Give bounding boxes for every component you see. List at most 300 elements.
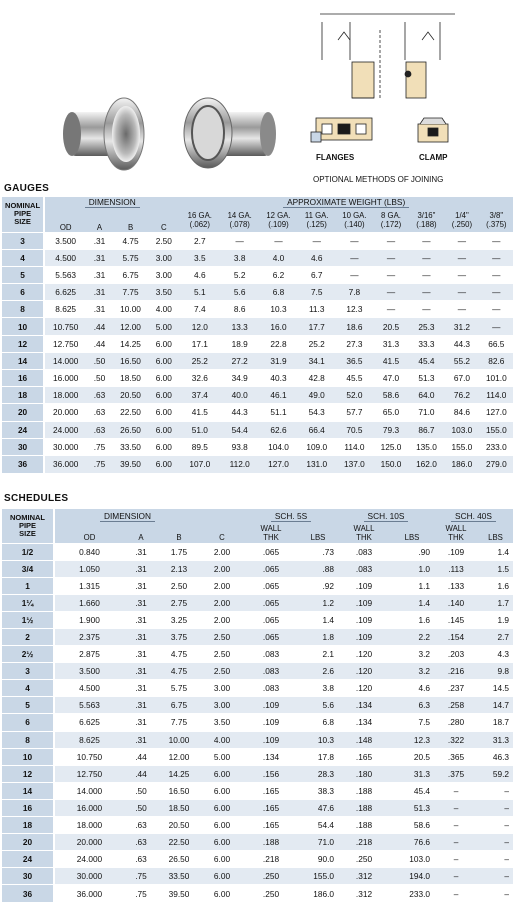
table-cell: 7.75	[158, 714, 200, 731]
table-cell: .31	[124, 714, 158, 731]
table-cell: 12.0	[179, 318, 220, 335]
table-cell: —	[480, 284, 513, 301]
sch-5s-label: SCH. 5S	[271, 511, 311, 522]
table-cell: 3.8	[298, 680, 338, 697]
table-cell: 13.3	[220, 318, 259, 335]
table-cell: .31	[86, 284, 113, 301]
table-cell: –	[478, 851, 513, 868]
table-cell: 7.4	[179, 301, 220, 318]
table-cell: 5.563	[44, 266, 86, 283]
table-cell: 2.7	[478, 628, 513, 645]
table-cell: 6.00	[200, 817, 244, 834]
table-cell: 112.0	[220, 455, 259, 472]
table-cell: 76.2	[444, 387, 479, 404]
table-cell: .280	[434, 714, 478, 731]
table-cell: 51.1	[259, 404, 298, 421]
table-cell: 2.50	[200, 663, 244, 680]
table-row	[2, 817, 513, 834]
gauge-label: 14 GA.	[227, 210, 252, 220]
table-cell: 51.0	[179, 421, 220, 438]
table-cell: 26.50	[158, 851, 200, 868]
technical-drawing	[320, 14, 455, 100]
table-cell: 20.5	[373, 318, 408, 335]
table-cell: 18.6	[336, 318, 374, 335]
table-row	[2, 335, 513, 352]
table-row	[2, 885, 513, 902]
table-cell: 2.50	[200, 646, 244, 663]
table-cell: 135.0	[409, 438, 444, 455]
table-cell: —	[409, 232, 444, 249]
table-cell: 1.0	[390, 560, 434, 577]
table-cell: 7.75	[113, 284, 148, 301]
table-cell: 27.2	[220, 352, 259, 369]
table-cell: 1.900	[54, 611, 124, 628]
table-row	[2, 714, 513, 731]
table-row	[2, 731, 513, 748]
table-cell: —	[444, 232, 479, 249]
table-cell: .140	[434, 594, 478, 611]
table-cell: –	[478, 868, 513, 885]
table-cell: —	[480, 318, 513, 335]
nominal-pipe-size-header	[2, 509, 54, 543]
table-cell: 16.50	[113, 352, 148, 369]
table-cell: .375	[434, 765, 478, 782]
table-cell: 162.0	[409, 455, 444, 472]
table-cell: 10.00	[158, 731, 200, 748]
table-cell: .065	[244, 594, 298, 611]
table-cell: 11.3	[298, 301, 336, 318]
table-cell: 54.4	[220, 421, 259, 438]
table-cell: 30.000	[44, 438, 86, 455]
table-cell: .065	[244, 611, 298, 628]
table-cell: .31	[124, 663, 158, 680]
table-cell: .250	[244, 868, 298, 885]
table-cell: 2.7	[179, 232, 220, 249]
size-line: SIZE	[14, 217, 31, 227]
dimension-label: DIMENSION	[100, 511, 155, 522]
table-cell: 6.8	[298, 714, 338, 731]
table-cell: 7.5	[298, 284, 336, 301]
wall-header-row	[2, 523, 513, 533]
table-cell: –	[434, 799, 478, 816]
pipe-size-cell: 1½	[2, 611, 54, 628]
table-cell: –	[478, 885, 513, 902]
table-cell: 51.3	[390, 799, 434, 816]
table-cell: —	[336, 249, 374, 266]
pipe-size-cell: 3	[2, 663, 54, 680]
table-row	[2, 680, 513, 697]
table-cell: 16.000	[54, 799, 124, 816]
table-cell: .083	[338, 543, 390, 560]
table-cell: 2.50	[200, 628, 244, 645]
gauge-label: 3/8"	[489, 210, 504, 220]
table-cell: 55.2	[444, 352, 479, 369]
table-cell: 17.7	[298, 318, 336, 335]
table-cell: .31	[86, 266, 113, 283]
table-cell: .75	[124, 868, 158, 885]
table-cell: 2.2	[390, 628, 434, 645]
table-cell: 79.3	[373, 421, 408, 438]
table-cell: 4.00	[200, 731, 244, 748]
table-cell: –	[434, 868, 478, 885]
table-cell: –	[478, 782, 513, 799]
table-cell: .44	[124, 765, 158, 782]
table-cell: 5.00	[148, 318, 179, 335]
table-cell: .31	[124, 680, 158, 697]
table-cell: .109	[338, 611, 390, 628]
dim-col-header: C	[219, 533, 225, 543]
table-cell: 1.5	[478, 560, 513, 577]
gauge-thickness: (.250)	[451, 219, 473, 229]
table-cell: —	[444, 284, 479, 301]
table-cell: 64.0	[409, 387, 444, 404]
dim-col-header: OD	[83, 533, 96, 543]
table-cell: —	[409, 266, 444, 283]
gauges-title: GAUGES	[4, 183, 50, 194]
table-cell: 57.7	[336, 404, 374, 421]
table-cell: 2.375	[54, 628, 124, 645]
table-cell: 7.5	[390, 714, 434, 731]
dim-col-header: A	[96, 222, 103, 232]
stub-end-photo-right	[184, 98, 276, 168]
pipe-size-cell: 14	[2, 782, 54, 799]
table-cell: 5.563	[54, 697, 124, 714]
table-cell: 1.660	[54, 594, 124, 611]
table-cell: 33.50	[113, 438, 148, 455]
wall-thk-header: THK	[356, 533, 372, 543]
pipe-size-cell: 8	[2, 731, 54, 748]
table-cell: .188	[338, 782, 390, 799]
table-cell: 4.75	[113, 232, 148, 249]
table-cell: 38.3	[298, 782, 338, 799]
table-cell: 18.000	[44, 387, 86, 404]
table-cell: 6.00	[148, 438, 179, 455]
flanges-label: FLANGES	[316, 153, 355, 162]
table-cell: 2.13	[158, 560, 200, 577]
weight-col-header	[373, 208, 408, 232]
table-cell: .083	[338, 560, 390, 577]
table-cell: .31	[124, 577, 158, 594]
table-cell: 12.750	[44, 335, 86, 352]
table-cell: –	[434, 817, 478, 834]
table-cell: 16.000	[44, 370, 86, 387]
lbs-header: LBS	[310, 533, 326, 543]
table-cell: 6.00	[200, 851, 244, 868]
table-row	[2, 851, 513, 868]
size-line: SIZE	[19, 528, 36, 538]
sch-10s-header	[338, 509, 434, 523]
table-cell: 10.00	[113, 301, 148, 318]
table-cell: .065	[244, 560, 298, 577]
table-cell: .065	[244, 577, 298, 594]
table-row	[2, 232, 513, 249]
table-cell: .63	[86, 421, 113, 438]
table-cell: .90	[390, 543, 434, 560]
pipe-size-cell: 4	[2, 680, 54, 697]
table-cell: 3.2	[390, 646, 434, 663]
sch-10s-label: SCH. 10S	[364, 511, 409, 522]
pipe-size-cell: 3/4	[2, 560, 54, 577]
table-cell: 155.0	[298, 868, 338, 885]
table-cell: 45.5	[336, 370, 374, 387]
table-cell: 90.0	[298, 851, 338, 868]
table-cell: .165	[244, 799, 298, 816]
table-cell: .63	[124, 851, 158, 868]
table-cell: 20.5	[390, 748, 434, 765]
table-cell: 3.00	[148, 266, 179, 283]
table-cell: 1.6	[478, 577, 513, 594]
table-cell: —	[373, 284, 408, 301]
pipe-size-cell: 18	[2, 817, 54, 834]
table-cell: 12.750	[54, 765, 124, 782]
table-cell: .44	[86, 318, 113, 335]
table-cell: 24.000	[44, 421, 86, 438]
nominal-pipe-size-header	[2, 197, 44, 232]
table-cell: —	[373, 232, 408, 249]
table-cell: 10.750	[44, 318, 86, 335]
table-cell: .31	[86, 301, 113, 318]
table-cell: 36.000	[44, 455, 86, 472]
table-cell: 28.3	[298, 765, 338, 782]
table-cell: 101.0	[480, 370, 513, 387]
table-cell: .109	[338, 594, 390, 611]
table-cell: 103.0	[390, 851, 434, 868]
pipe-size-cell: 8	[2, 301, 44, 318]
table-cell: —	[409, 284, 444, 301]
table-cell: 37.4	[179, 387, 220, 404]
gauge-thickness: (.078)	[229, 219, 250, 229]
wall-thk-header: THK	[263, 533, 279, 543]
table-cell: 18.50	[158, 799, 200, 816]
weight-col-header	[259, 208, 298, 232]
table-row	[2, 370, 513, 387]
table-cell: 1.4	[478, 543, 513, 560]
table-cell: 3.500	[44, 232, 86, 249]
table-cell: 1.8	[298, 628, 338, 645]
table-cell: 18.000	[54, 817, 124, 834]
table-cell: 8.625	[44, 301, 86, 318]
table-cell: 18.7	[478, 714, 513, 731]
table-cell: 46.3	[478, 748, 513, 765]
table-cell: 6.00	[200, 834, 244, 851]
weight-col-header	[444, 208, 479, 232]
table-row	[2, 765, 513, 782]
table-cell: .120	[338, 680, 390, 697]
table-cell: 137.0	[336, 455, 374, 472]
pipe-size-cell: 30	[2, 868, 54, 885]
table-cell: 109.0	[298, 438, 336, 455]
table-cell: 1.4	[298, 611, 338, 628]
weight-col-header	[409, 208, 444, 232]
table-cell: 10.3	[298, 731, 338, 748]
table-cell: —	[444, 249, 479, 266]
table-cell: –	[434, 885, 478, 902]
table-cell: —	[444, 266, 479, 283]
table-cell: 12.3	[336, 301, 374, 318]
gauges-table	[2, 197, 513, 473]
table-cell: 22.50	[158, 834, 200, 851]
table-cell: 34.1	[298, 352, 336, 369]
table-cell: 2.75	[158, 594, 200, 611]
table-cell: 47.0	[373, 370, 408, 387]
table-cell: 186.0	[444, 455, 479, 472]
pipe-size-cell: 5	[2, 697, 54, 714]
table-row	[2, 628, 513, 645]
table-cell: .31	[124, 611, 158, 628]
sch-40s-label: SCH. 40S	[451, 511, 496, 522]
table-cell: 52.0	[336, 387, 374, 404]
table-cell: 2.1	[298, 646, 338, 663]
table-cell: 3.8	[220, 249, 259, 266]
pipe-size-cell: 36	[2, 885, 54, 902]
table-cell: .083	[244, 646, 298, 663]
table-cell: 3.00	[200, 680, 244, 697]
pipe-size-cell: 12	[2, 335, 44, 352]
table-cell: —	[259, 232, 298, 249]
table-row	[2, 404, 513, 421]
table-cell: .250	[338, 851, 390, 868]
table-cell: 30.000	[54, 868, 124, 885]
table-cell: .50	[124, 799, 158, 816]
pipe-size-cell: 6	[2, 284, 44, 301]
gauge-label: 1/4"	[455, 210, 469, 220]
table-cell: .50	[86, 352, 113, 369]
table-cell: .134	[338, 714, 390, 731]
dim-col-header: B	[127, 222, 134, 232]
table-cell: 6.00	[200, 799, 244, 816]
table-cell: 1.315	[54, 577, 124, 594]
table-cell: –	[478, 799, 513, 816]
table-cell: —	[409, 249, 444, 266]
table-cell: 93.8	[220, 438, 259, 455]
table-cell: 3.2	[390, 663, 434, 680]
table-cell: 71.0	[298, 834, 338, 851]
table-cell: .156	[244, 765, 298, 782]
table-cell: 279.0	[480, 455, 513, 472]
table-cell: .73	[298, 543, 338, 560]
table-cell: 1.75	[158, 543, 200, 560]
table-cell: 2.50	[148, 232, 179, 249]
table-cell: 70.5	[336, 421, 374, 438]
table-cell: 16.50	[158, 782, 200, 799]
table-cell: 3.500	[54, 663, 124, 680]
table-cell: 20.50	[113, 387, 148, 404]
table-cell: .113	[434, 560, 478, 577]
pipe-size-cell: 4	[2, 249, 44, 266]
table-cell: .75	[124, 885, 158, 902]
table-cell: .134	[244, 748, 298, 765]
table-cell: –	[434, 851, 478, 868]
table-cell: 5.75	[158, 680, 200, 697]
table-cell: .237	[434, 680, 478, 697]
table-cell: 125.0	[373, 438, 408, 455]
table-cell: —	[373, 249, 408, 266]
table-cell: 40.3	[259, 370, 298, 387]
table-cell: 65.0	[373, 404, 408, 421]
table-row	[2, 266, 513, 283]
table-cell: 49.0	[298, 387, 336, 404]
table-row	[2, 301, 513, 318]
table-cell: .31	[86, 232, 113, 249]
table-cell: .188	[244, 834, 298, 851]
table-cell: 131.0	[298, 455, 336, 472]
table-cell: 16.0	[259, 318, 298, 335]
table-cell: —	[480, 266, 513, 283]
table-cell: –	[478, 817, 513, 834]
table-cell: —	[373, 301, 408, 318]
table-cell: .50	[86, 370, 113, 387]
schedules-column-headers	[2, 533, 513, 543]
table-row	[2, 560, 513, 577]
weight-col-header	[480, 208, 513, 232]
schedules-table-body	[2, 543, 513, 902]
table-cell: 6.8	[259, 284, 298, 301]
pipe-size-cell: 12	[2, 765, 54, 782]
table-cell: 2.00	[200, 543, 244, 560]
pipe-size-cell: 30	[2, 438, 44, 455]
table-cell: 2.00	[200, 611, 244, 628]
table-cell: 233.0	[390, 885, 434, 902]
table-cell: 4.6	[179, 266, 220, 283]
table-cell: 6.00	[200, 868, 244, 885]
table-cell: 54.4	[298, 817, 338, 834]
table-row	[2, 438, 513, 455]
table-cell: .165	[244, 782, 298, 799]
wall-label: WALL	[445, 523, 467, 533]
table-cell: .148	[338, 731, 390, 748]
table-cell: 6.7	[298, 266, 336, 283]
table-cell: 33.3	[409, 335, 444, 352]
table-cell: .312	[338, 885, 390, 902]
table-cell: 31.3	[478, 731, 513, 748]
table-cell: —	[298, 232, 336, 249]
table-cell: –	[478, 834, 513, 851]
table-cell: .31	[124, 697, 158, 714]
table-cell: 3.25	[158, 611, 200, 628]
table-cell: 25.3	[409, 318, 444, 335]
table-cell: 4.75	[158, 646, 200, 663]
table-cell: 3.50	[200, 714, 244, 731]
table-cell: —	[480, 249, 513, 266]
pipe-size-cell: 24	[2, 851, 54, 868]
pipe-size-cell: 20	[2, 834, 54, 851]
table-cell: 3.50	[148, 284, 179, 301]
weight-col-header	[298, 208, 336, 232]
pipe-size-cell: 2	[2, 628, 54, 645]
pipe-size-cell: 18	[2, 387, 44, 404]
table-row	[2, 799, 513, 816]
table-cell: .63	[124, 834, 158, 851]
table-cell: 114.0	[336, 438, 374, 455]
table-cell: .75	[86, 455, 113, 472]
weight-col-header	[336, 208, 374, 232]
clamp-diagram	[418, 118, 448, 142]
table-cell: 6.00	[200, 885, 244, 902]
table-cell: 32.6	[179, 370, 220, 387]
table-cell: 3.00	[200, 697, 244, 714]
table-cell: 1.9	[478, 611, 513, 628]
table-cell: 6.00	[148, 335, 179, 352]
table-cell: 82.6	[480, 352, 513, 369]
table-cell: 1.050	[54, 560, 124, 577]
clamp-label: CLAMP	[419, 153, 448, 162]
table-cell: .218	[244, 851, 298, 868]
table-cell: 36.000	[54, 885, 124, 902]
table-cell: 2.875	[54, 646, 124, 663]
table-cell: .154	[434, 628, 478, 645]
table-cell: 4.500	[54, 680, 124, 697]
table-cell: 6.00	[200, 782, 244, 799]
